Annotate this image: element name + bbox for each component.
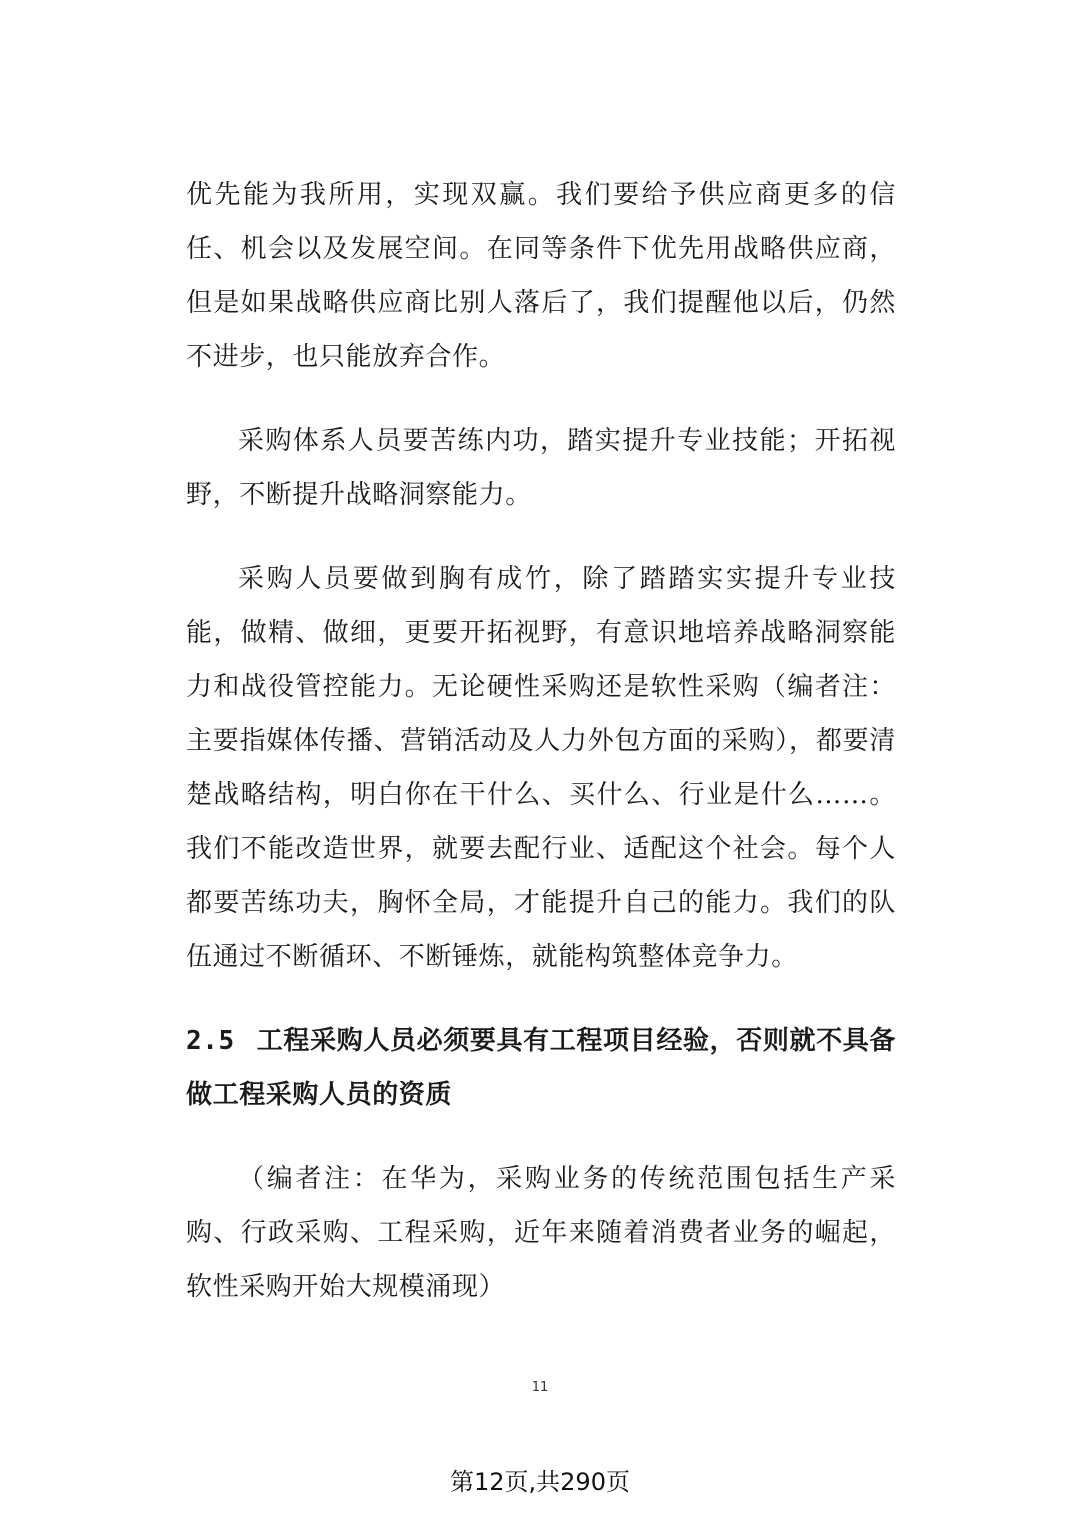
page-content xyxy=(186,168,896,1314)
section-number: 2.5 xyxy=(186,1026,235,1056)
editor-note-paragraph: （编者注：在华为，采购业务的传统范围包括生产采购、行政采购、工程采购，近年来随着消费者业务的崛起，软性采购开始大规模涌现） xyxy=(186,1164,896,1302)
paragraph-procurement-staff: 采购人员要做到胸有成竹，除了踏踏实实提升专业技能，做精、做细，更要开拓视野，有意识地培养战略洞察能力和战役管控能力。无论硬性采购还是软性采购（编者注：主要指媒体传播、营销活动及人力外包方面的采购），都要清楚战略结构，明白你在干什么、买什么、行业是什么……。我们不能改造世界，就要去配行业、适配这个社会。每个人都要苦练功夫，胸怀全局，才能提升自己的能力。我们的队伍通过不断循环、不断锤炼，就能构筑整体竞争力。 xyxy=(186,564,896,972)
page-number: 11 xyxy=(531,1380,549,1395)
section-title: 工程采购人员必须要具有工程项目经验，否则就不具备做工程采购人员的资质 xyxy=(186,1026,896,1110)
paragraph-gap xyxy=(186,522,896,552)
paragraph-continuation: 优先能为我所用，实现双赢。我们要给予供应商更多的信任、机会以及发展空间。在同等条件下优先用战略供应商，但是如果战略供应商比别人落后了，我们提醒他以后，仍然不进步，也只能放弃合作。 xyxy=(186,180,896,372)
paragraph-gap xyxy=(186,1122,896,1152)
paragraph-gap xyxy=(186,384,896,414)
page-footer: 第12页,共290页 xyxy=(450,1468,630,1496)
section-heading xyxy=(186,1014,896,1122)
paragraph-gap xyxy=(186,984,896,1014)
paragraph-procurement-skills: 采购体系人员要苦练内功，踏实提升专业技能；开拓视野，不断提升战略洞察能力。 xyxy=(186,426,896,510)
